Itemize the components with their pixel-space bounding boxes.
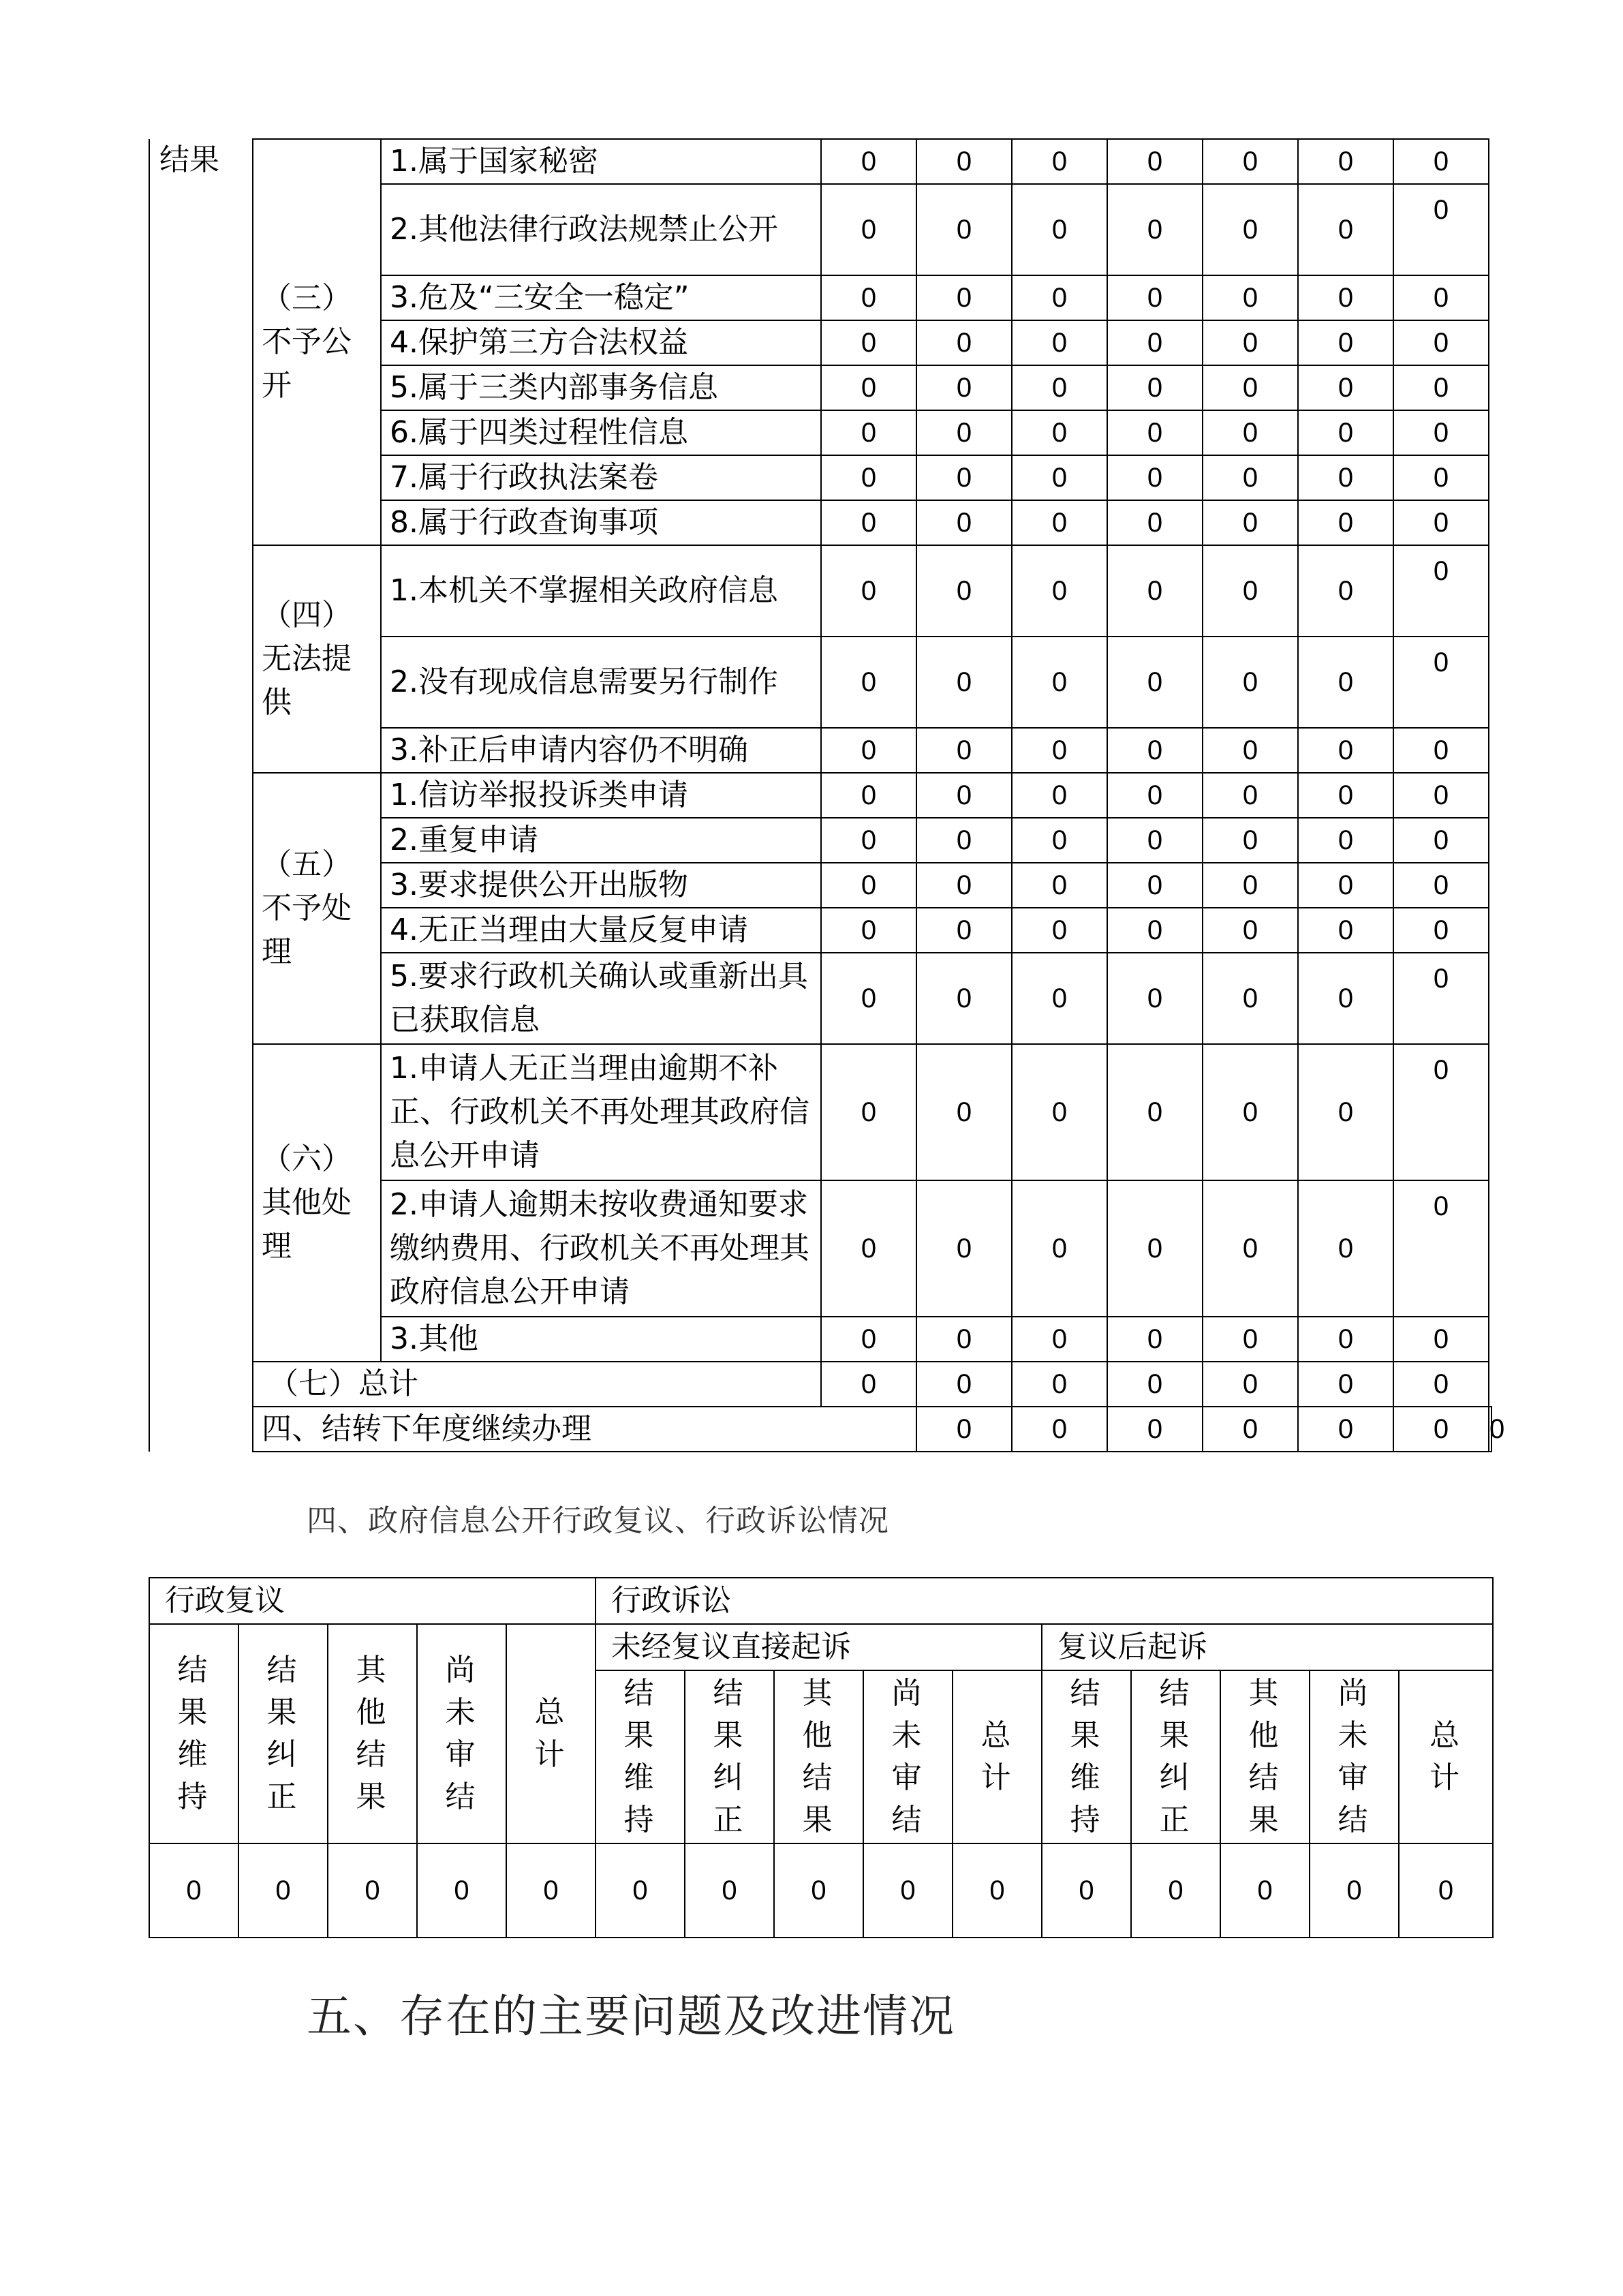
value-cell: 0: [1107, 728, 1203, 773]
value-cell: 0: [1203, 1180, 1298, 1317]
value-cell: 0: [916, 1180, 1012, 1317]
value-cell: 0: [1012, 545, 1107, 637]
value-cell: 0: [953, 1843, 1042, 1938]
value-cell: 0: [1203, 1317, 1298, 1362]
value-cell: 0: [1393, 184, 1489, 275]
row-label: 2.申请人逾期未按收费通知要求缴纳费用、行政机关不再处理其政府信息公开申请: [381, 1180, 821, 1317]
litigation-header: 行政诉讼: [596, 1578, 1493, 1624]
row-label: 6.属于四类过程性信息: [381, 410, 821, 455]
row-label: 4.无正当理由大量反复申请: [381, 908, 821, 953]
value-cell: 0: [1298, 1044, 1393, 1180]
value-cell: 0: [1220, 1843, 1310, 1938]
value-cell: 0: [821, 908, 916, 953]
value-cell: 0: [1298, 1362, 1393, 1407]
group-label: （四）无法提供: [253, 545, 381, 773]
value-cell: 0: [1393, 1044, 1489, 1180]
row-label: 5.要求行政机关确认或重新出具已获取信息: [381, 953, 821, 1044]
value-cell: 0: [1399, 1843, 1493, 1938]
value-cell: 0: [1393, 365, 1489, 410]
value-cell: 0: [238, 1843, 328, 1938]
value-cell: 0: [1393, 410, 1489, 455]
value-cell: 0: [1298, 773, 1393, 818]
value-cell: 0: [1393, 139, 1489, 184]
value-cell: 0: [1203, 1044, 1298, 1180]
value-cell: 0: [1203, 637, 1298, 728]
value-cell: 0: [1393, 545, 1489, 637]
value-cell: 0: [1203, 908, 1298, 953]
value-cell: 0: [916, 139, 1012, 184]
value-cell: 0: [1107, 953, 1203, 1044]
value-cell: 0: [1203, 184, 1298, 275]
column-header: 结果维持: [596, 1670, 685, 1843]
table-row: [149, 139, 1491, 184]
value-cell: 0: [1393, 818, 1489, 863]
value-cell: 0: [1203, 818, 1298, 863]
value-cell: 0: [821, 500, 916, 545]
carry-over-label: 四、结转下年度继续办理: [253, 1407, 916, 1452]
row-label: 3.危及“三安全一稳定”: [381, 275, 821, 320]
value-cell: 0: [1393, 320, 1489, 365]
value-cell: 0: [1298, 365, 1393, 410]
value-cell: 0: [916, 455, 1012, 500]
row-label: 3.要求提供公开出版物: [381, 863, 821, 908]
column-header: 结果纠正: [238, 1624, 328, 1843]
value-cell: 0: [1393, 455, 1489, 500]
value-cell: 0: [916, 953, 1012, 1044]
value-cell: 0: [821, 365, 916, 410]
review-litigation-table: [149, 1577, 1494, 1938]
value-cell: 0: [1298, 500, 1393, 545]
value-cell: 0: [1203, 953, 1298, 1044]
row-label: 3.补正后申请内容仍不明确: [381, 728, 821, 773]
value-cell: 0: [1012, 953, 1107, 1044]
row-label: 2.其他法律行政法规禁止公开: [381, 184, 821, 275]
section-4-title: 四、政府信息公开行政复议、行政诉讼情况: [307, 1503, 889, 1538]
value-cell: 0: [1298, 320, 1393, 365]
value-cell: 0: [1393, 953, 1489, 1044]
column-header: 结果维持: [1042, 1670, 1131, 1843]
column-header: 尚未审结: [1310, 1670, 1399, 1843]
value-cell: 0: [1203, 139, 1298, 184]
value-cell: 0: [1107, 320, 1203, 365]
column-header: 总计: [953, 1670, 1042, 1843]
value-cell: 0: [821, 953, 916, 1044]
value-cell: 0: [821, 275, 916, 320]
value-cell: 0: [1203, 275, 1298, 320]
value-cell: 0: [1012, 908, 1107, 953]
value-cell: 0: [1393, 500, 1489, 545]
value-cell: 0: [916, 637, 1012, 728]
row-label: 1.属于国家秘密: [381, 139, 821, 184]
value-cell: 0: [1012, 863, 1107, 908]
value-cell: 0: [821, 773, 916, 818]
value-cell: 0: [1298, 275, 1393, 320]
value-cell: 0: [1393, 275, 1489, 320]
column-header: 总计: [506, 1624, 596, 1843]
value-cell: 0: [1298, 1317, 1393, 1362]
value-cell: 0: [1107, 455, 1203, 500]
value-cell: 0: [1012, 275, 1107, 320]
column-header: 结果纠正: [1131, 1670, 1220, 1843]
value-cell: 0: [1489, 1407, 1491, 1452]
value-cell: 0: [916, 275, 1012, 320]
column-header: 结果纠正: [685, 1670, 774, 1843]
value-cell: 0: [916, 863, 1012, 908]
value-cell: 0: [1042, 1843, 1131, 1938]
value-cell: 0: [1203, 500, 1298, 545]
value-cell: 0: [1393, 1317, 1489, 1362]
value-cell: 0: [1107, 184, 1203, 275]
value-cell: 0: [1393, 728, 1489, 773]
value-cell: 0: [821, 410, 916, 455]
value-cell: 0: [821, 139, 916, 184]
value-cell: 0: [1012, 1180, 1107, 1317]
value-cell: 0: [1393, 773, 1489, 818]
value-cell: 0: [1203, 863, 1298, 908]
column-header: 尚未审结: [863, 1670, 953, 1843]
value-cell: 0: [916, 545, 1012, 637]
value-cell: 0: [821, 818, 916, 863]
value-cell: 0: [1298, 1407, 1393, 1452]
row-label: 7.属于行政执法案卷: [381, 455, 821, 500]
value-cell: 0: [916, 818, 1012, 863]
value-cell: 0: [149, 1843, 238, 1938]
table-row: [149, 1843, 1493, 1938]
value-cell: 0: [916, 365, 1012, 410]
value-cell: 0: [1012, 139, 1107, 184]
after-review-header: 复议后起诉: [1042, 1624, 1493, 1670]
row-label: 1.本机关不掌握相关政府信息: [381, 545, 821, 637]
group-label: （三）不予公开: [253, 139, 381, 545]
value-cell: 0: [1298, 455, 1393, 500]
row-label: 3.其他: [381, 1317, 821, 1362]
value-cell: 0: [1107, 410, 1203, 455]
value-cell: 0: [1203, 1362, 1298, 1407]
total-label: （七）总计: [253, 1362, 821, 1407]
value-cell: 0: [1107, 863, 1203, 908]
value-cell: 0: [596, 1843, 685, 1938]
value-cell: 0: [1203, 1407, 1298, 1452]
value-cell: 0: [1107, 365, 1203, 410]
table-row: [149, 545, 1491, 637]
table-row: [149, 773, 1491, 818]
value-cell: 0: [1012, 184, 1107, 275]
value-cell: 0: [821, 184, 916, 275]
value-cell: 0: [1298, 818, 1393, 863]
value-cell: 0: [1107, 1362, 1203, 1407]
value-cell: 0: [1131, 1843, 1220, 1938]
value-cell: 0: [685, 1843, 774, 1938]
value-cell: 0: [916, 728, 1012, 773]
value-cell: 0: [1107, 637, 1203, 728]
value-cell: 0: [916, 1317, 1012, 1362]
reconsideration-header: 行政复议: [149, 1578, 596, 1624]
value-cell: 0: [916, 908, 1012, 953]
value-cell: 0: [1107, 500, 1203, 545]
value-cell: 0: [1298, 908, 1393, 953]
value-cell: 0: [916, 320, 1012, 365]
column-header: 尚未审结: [417, 1624, 506, 1843]
value-cell: 0: [1012, 365, 1107, 410]
value-cell: 0: [1012, 637, 1107, 728]
value-cell: 0: [1203, 773, 1298, 818]
value-cell: 0: [821, 637, 916, 728]
column-header: 结果维持: [149, 1624, 238, 1843]
value-cell: 0: [1393, 1407, 1489, 1452]
value-cell: 0: [1107, 275, 1203, 320]
value-cell: 0: [506, 1843, 596, 1938]
value-cell: 0: [863, 1843, 953, 1938]
value-cell: 0: [1310, 1843, 1399, 1938]
value-cell: 0: [1107, 545, 1203, 637]
value-cell: 0: [821, 1317, 916, 1362]
value-cell: 0: [328, 1843, 417, 1938]
group-label: （五）不予处理: [253, 773, 381, 1044]
value-cell: 0: [1203, 545, 1298, 637]
value-cell: 0: [1012, 818, 1107, 863]
value-cell: 0: [1203, 320, 1298, 365]
value-cell: 0: [1107, 818, 1203, 863]
value-cell: 0: [1012, 773, 1107, 818]
row-label: 5.属于三类内部事务信息: [381, 365, 821, 410]
value-cell: 0: [1298, 410, 1393, 455]
value-cell: 0: [1393, 1362, 1489, 1407]
value-cell: 0: [1298, 953, 1393, 1044]
value-cell: 0: [916, 1362, 1012, 1407]
value-cell: 0: [1107, 1044, 1203, 1180]
value-cell: 0: [821, 1362, 916, 1407]
row-label: 2.重复申请: [381, 818, 821, 863]
value-cell: 0: [774, 1843, 863, 1938]
value-cell: 0: [1107, 773, 1203, 818]
value-cell: 0: [1012, 1044, 1107, 1180]
value-cell: 0: [1298, 184, 1393, 275]
value-cell: 0: [821, 863, 916, 908]
value-cell: 0: [916, 500, 1012, 545]
application-results-table: [149, 138, 1505, 1452]
section-5-title: 五、存在的主要问题及改进情况: [307, 1990, 955, 2042]
value-cell: 0: [916, 773, 1012, 818]
value-cell: 0: [1012, 1317, 1107, 1362]
column-header: 其他结果: [774, 1670, 863, 1843]
carry-over-row: [149, 1407, 1491, 1452]
value-cell: 0: [1298, 637, 1393, 728]
value-cell: 0: [1298, 863, 1393, 908]
value-cell: 0: [1107, 1317, 1203, 1362]
value-cell: 0: [916, 410, 1012, 455]
value-cell: 0: [1203, 410, 1298, 455]
column-header: 总计: [1399, 1670, 1493, 1843]
value-cell: 0: [1012, 728, 1107, 773]
direct-suit-header: 未经复议直接起诉: [596, 1624, 1042, 1670]
value-cell: 0: [1393, 1180, 1489, 1317]
value-cell: 0: [1012, 1362, 1107, 1407]
column-header: 其他结果: [1220, 1670, 1310, 1843]
value-cell: 0: [1107, 1180, 1203, 1317]
value-cell: 0: [916, 1407, 1012, 1452]
value-cell: 0: [1012, 455, 1107, 500]
row-label: 1.信访举报投诉类申请: [381, 773, 821, 818]
value-cell: 0: [821, 1180, 916, 1317]
column-header: 其他结果: [328, 1624, 417, 1843]
value-cell: 0: [417, 1843, 506, 1938]
value-cell: 0: [1393, 863, 1489, 908]
value-cell: 0: [1107, 1407, 1203, 1452]
value-cell: 0: [1393, 908, 1489, 953]
value-cell: 0: [1107, 139, 1203, 184]
value-cell: 0: [1393, 637, 1489, 728]
value-cell: 0: [1298, 545, 1393, 637]
value-cell: 0: [1012, 410, 1107, 455]
value-cell: 0: [821, 545, 916, 637]
outer-label: 结果: [149, 139, 253, 1452]
row-label: 1.申请人无正当理由逾期不补正、行政机关不再处理其政府信息公开申请: [381, 1044, 821, 1180]
value-cell: 0: [1203, 365, 1298, 410]
row-label: 2.没有现成信息需要另行制作: [381, 637, 821, 728]
group-label: （六）其他处理: [253, 1044, 381, 1362]
value-cell: 0: [1107, 908, 1203, 953]
value-cell: 0: [821, 1044, 916, 1180]
value-cell: 0: [1012, 320, 1107, 365]
row-label: 4.保护第三方合法权益: [381, 320, 821, 365]
value-cell: 0: [821, 728, 916, 773]
table-row: [149, 1044, 1491, 1180]
value-cell: 0: [916, 184, 1012, 275]
value-cell: 0: [916, 1044, 1012, 1180]
value-cell: 0: [1298, 139, 1393, 184]
total-row: [149, 1362, 1491, 1407]
value-cell: 0: [821, 320, 916, 365]
value-cell: 0: [1203, 728, 1298, 773]
value-cell: 0: [1298, 728, 1393, 773]
value-cell: 0: [821, 455, 916, 500]
value-cell: 0: [1012, 500, 1107, 545]
value-cell: 0: [1298, 1180, 1393, 1317]
value-cell: 0: [1203, 455, 1298, 500]
value-cell: 0: [1012, 1407, 1107, 1452]
row-label: 8.属于行政查询事项: [381, 500, 821, 545]
